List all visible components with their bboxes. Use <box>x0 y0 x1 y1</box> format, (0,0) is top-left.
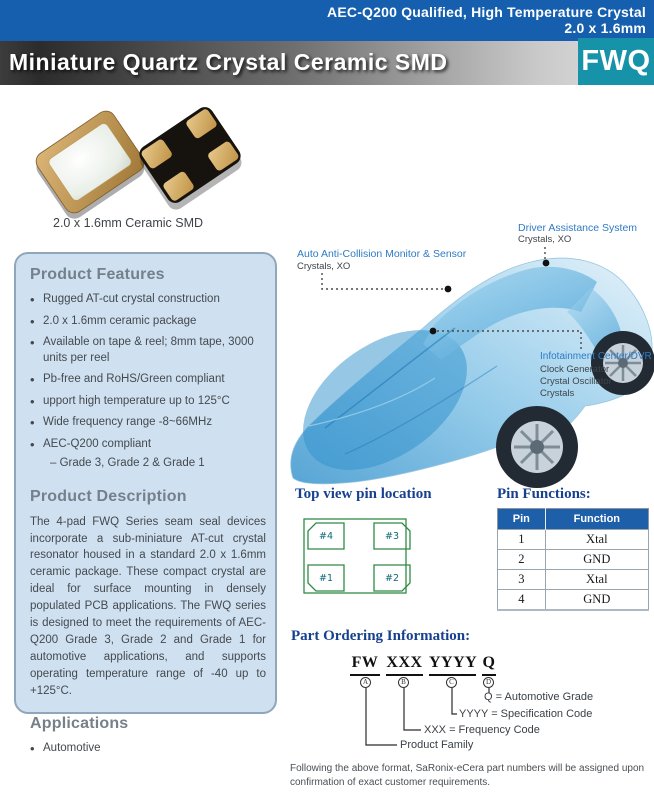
code-segment-spec: YYYY <box>429 654 476 676</box>
cell-pin: 2 <box>498 550 546 570</box>
code-segment-grade: Q <box>482 654 496 676</box>
annotation-collision-title: Auto Anti-Collision Monitor & Sensor <box>297 248 467 260</box>
pad-1-label: #1 <box>318 573 334 584</box>
page-title: Miniature Quartz Crystal Ceramic SMD <box>9 49 448 75</box>
header-qualification-text: AEC-Q200 Qualified, High Temperature Crystal <box>327 4 646 20</box>
feature-item: • Available on tape & reel; 8mm tape, 3000 units per reel <box>30 335 275 366</box>
application-item: • Automotive <box>30 741 275 757</box>
annotation-infotainment-line: Clock Generator <box>540 364 610 375</box>
applications-heading: Applications <box>30 715 129 733</box>
feature-item: • Wide frequency range -8~66MHz <box>30 415 275 431</box>
annotation-infotainment-title: Infotainment Center/DVR <box>540 351 652 362</box>
crystal-top-view-image <box>30 107 151 222</box>
features-list <box>30 292 263 472</box>
legend-spec: YYYY = Specification Code <box>459 708 593 720</box>
pad-4-label: #4 <box>318 531 334 542</box>
legend-family: Product Family <box>400 739 474 751</box>
marker-c: C <box>446 677 457 688</box>
marker-d: D <box>483 677 494 688</box>
callout-dot <box>445 286 452 293</box>
annotation-driver-sub: Crystals, XO <box>518 234 572 245</box>
applications-list <box>30 741 263 757</box>
description-paragraph: The 4-pad FWQ Series seam seal devices incorporate a sub-miniature AT-cut crystal resonator housed in a standard 2.0 x 1.6mm ceramic package. These compact crystal are ideal for surface mounting in densely populated PCB applications. The FWQ series is designed to meet the requirements of AEC-Q200 Grade 3, Grade 2 and Grade 1 for automotive applications, and supports operating temperature range of -40 up to +125°C. <box>30 515 266 697</box>
annotation-driver-title: Driver Assistance System <box>518 222 638 234</box>
cell-function: GND <box>545 590 648 611</box>
pin-location-diagram <box>295 510 425 604</box>
col-pin: Pin <box>498 509 546 530</box>
header-banner <box>0 0 654 38</box>
legend-frequency: XXX = Frequency Code <box>424 724 540 736</box>
legend-grade: Q = Automotive Grade <box>484 691 594 703</box>
callout-dot <box>543 260 550 267</box>
annotation-collision-sub: Crystals, XO <box>297 261 351 272</box>
feature-item: • 2.0 x 1.6mm ceramic package <box>30 314 275 330</box>
feature-item: • AEC-Q200 compliant <box>30 437 275 453</box>
cell-function: GND <box>545 550 648 570</box>
marker-a: A <box>360 677 371 688</box>
annotation-infotainment-line: Crystals <box>540 388 575 399</box>
table-row <box>498 550 649 570</box>
description-heading: Product Description <box>30 487 187 505</box>
feature-item: • upport high temperature up to 125°C <box>30 394 275 410</box>
table-row <box>498 530 649 550</box>
pad-3-label: #3 <box>384 531 400 542</box>
callout-dot <box>430 328 437 335</box>
pin-location-heading: Top view pin location <box>295 486 432 502</box>
code-segment-frequency: XXX <box>386 654 423 676</box>
pin-functions-table <box>497 508 649 611</box>
pad-2-label: #2 <box>384 573 400 584</box>
table-row <box>498 590 649 611</box>
series-badge: FWQ <box>578 38 654 85</box>
feature-subitem: – Grade 3, Grade 2 & Grade 1 <box>50 457 205 470</box>
product-info-panel <box>14 252 277 755</box>
cell-function: Xtal <box>545 570 648 590</box>
feature-item: • Pb-free and RoHS/Green compliant <box>30 372 275 388</box>
front-wheel <box>496 406 578 488</box>
features-heading: Product Features <box>30 266 165 283</box>
cell-function: Xtal <box>545 530 648 550</box>
package-caption: 2.0 x 1.6mm Ceramic SMD <box>53 216 204 230</box>
title-bar <box>0 38 654 85</box>
cell-pin: 1 <box>498 530 546 550</box>
marker-b: B <box>398 677 409 688</box>
ordering-heading: Part Ordering Information: <box>291 628 471 644</box>
cell-pin: 4 <box>498 590 546 611</box>
table-row <box>498 570 649 590</box>
col-function: Function <box>545 509 648 530</box>
header-size-text: 2.0 x 1.6mm <box>564 20 646 36</box>
feature-item: • Rugged AT-cut crystal construction <box>30 292 275 308</box>
table-header-row <box>498 509 649 530</box>
crystal-package-images <box>25 100 250 225</box>
annotation-infotainment-line: Crystal Oscillator <box>540 376 612 387</box>
code-segment-family: FW <box>350 654 380 676</box>
pin-functions-heading: Pin Functions: <box>497 486 591 502</box>
cell-pin: 3 <box>498 570 546 590</box>
footer-note: Following the above format, SaRonix-eCera part numbers will be assigned upon confirmation of exact customer requirements. <box>290 763 645 788</box>
crystal-bottom-view-image <box>133 104 247 213</box>
